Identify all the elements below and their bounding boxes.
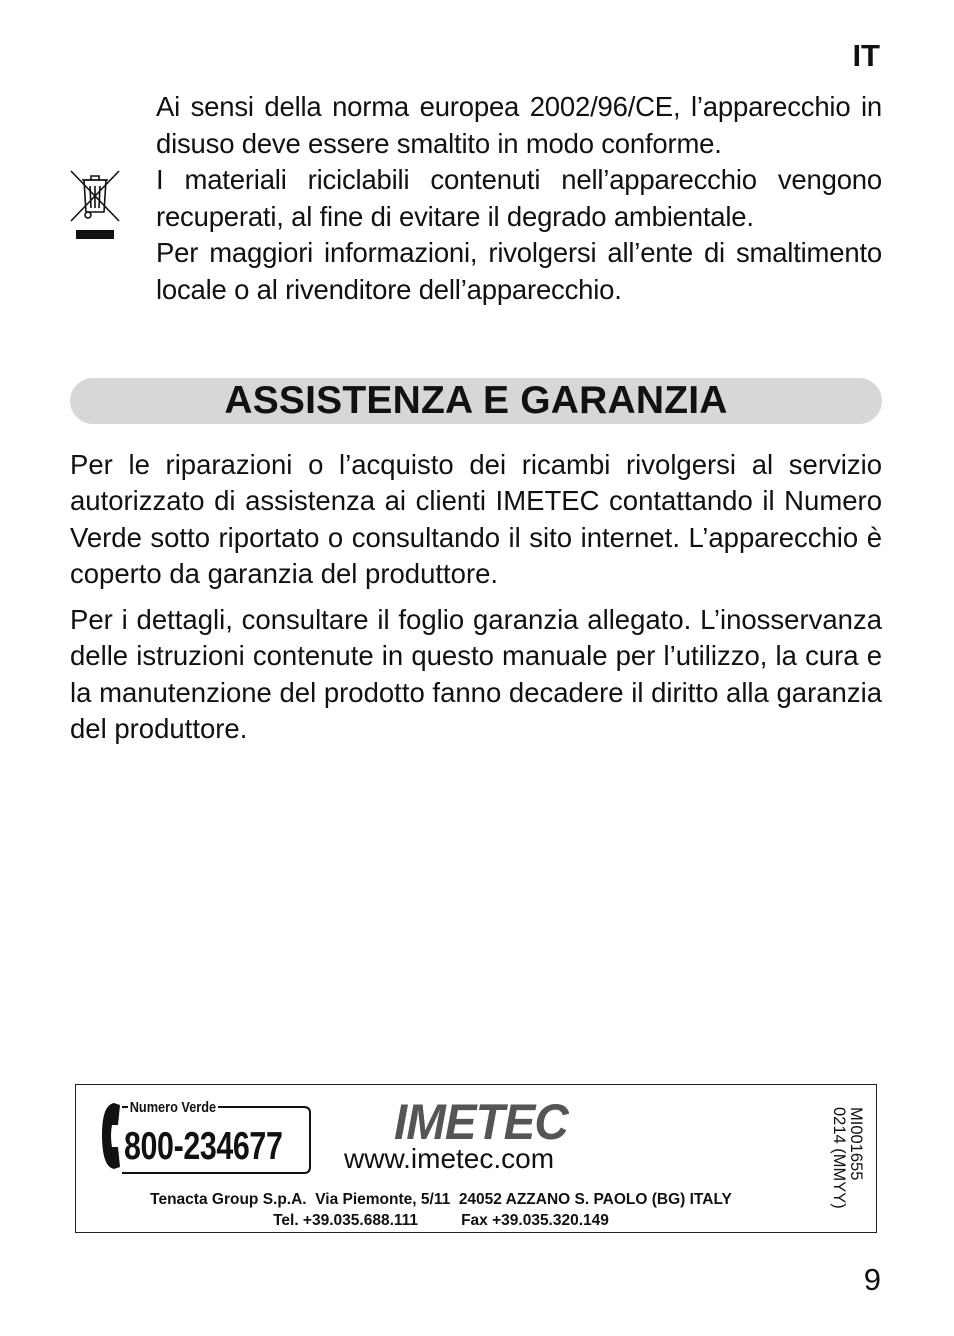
disposal-paragraph-1: Ai sensi della norma europea 2002/96/CE, l’apparecchio in disuso deve essere smaltito in modo conforme. (156, 91, 882, 159)
disposal-paragraph-3: Per maggiori informazioni, rivolgersi all’ente di smaltimento locale o al rivenditore dell’apparecchio. (156, 237, 882, 305)
section-heading-banner (70, 378, 882, 424)
company-contacts: Tel. +39.035.688.111 Fax +39.035.320.149 (273, 1212, 609, 1229)
hotline-logo (98, 1095, 313, 1177)
hotline-number: 800-234677 (124, 1125, 283, 1168)
contact-footer-box (75, 1084, 877, 1233)
language-code: IT (852, 38, 880, 73)
page-number: 9 (863, 1262, 881, 1297)
crossed-out-wheelie-bin-icon (68, 168, 122, 242)
disposal-paragraph-2: I materiali riciclabili contenuti nell’apparecchio vengono recuperati, al fine di evitare il degrado ambientale. (156, 164, 882, 232)
hotline-label: Numero Verde (129, 1099, 217, 1116)
document-code (830, 1107, 866, 1209)
warranty-text (70, 447, 882, 757)
document-code-id: MI001655 (847, 1107, 865, 1181)
brand-logo: IMETEC (394, 1094, 568, 1150)
section-title: ASSISTENZA E GARANZIA (224, 379, 728, 422)
company-address: Tenacta Group S.p.A. Via Piemonte, 5/11 24052 AZZANO S. PAOLO (BG) ITALY (150, 1191, 732, 1208)
warranty-paragraph-2: Per i dettagli, consultare il foglio garanzia allegato. L’inosservanza delle istruzioni contenute in questo manuale per l’utilizzo, la cura e la manutenzione del prodotto fanno decadere il diritto alla garanzia del produttore. (70, 604, 882, 745)
disposal-notice (156, 89, 882, 308)
warranty-paragraph-1: Per le riparazioni o l’acquisto dei ricambi rivolgersi al servizio autorizzato di assistenza ai clienti IMETEC contattando il Numero Verde sotto riportato o consultando il sito internet. L’apparecchio è coperto da garanzia del produttore. (70, 449, 882, 589)
document-code-date: 0214 (MMYY) (830, 1107, 848, 1209)
website-link[interactable]: www.imetec.com (344, 1143, 555, 1174)
